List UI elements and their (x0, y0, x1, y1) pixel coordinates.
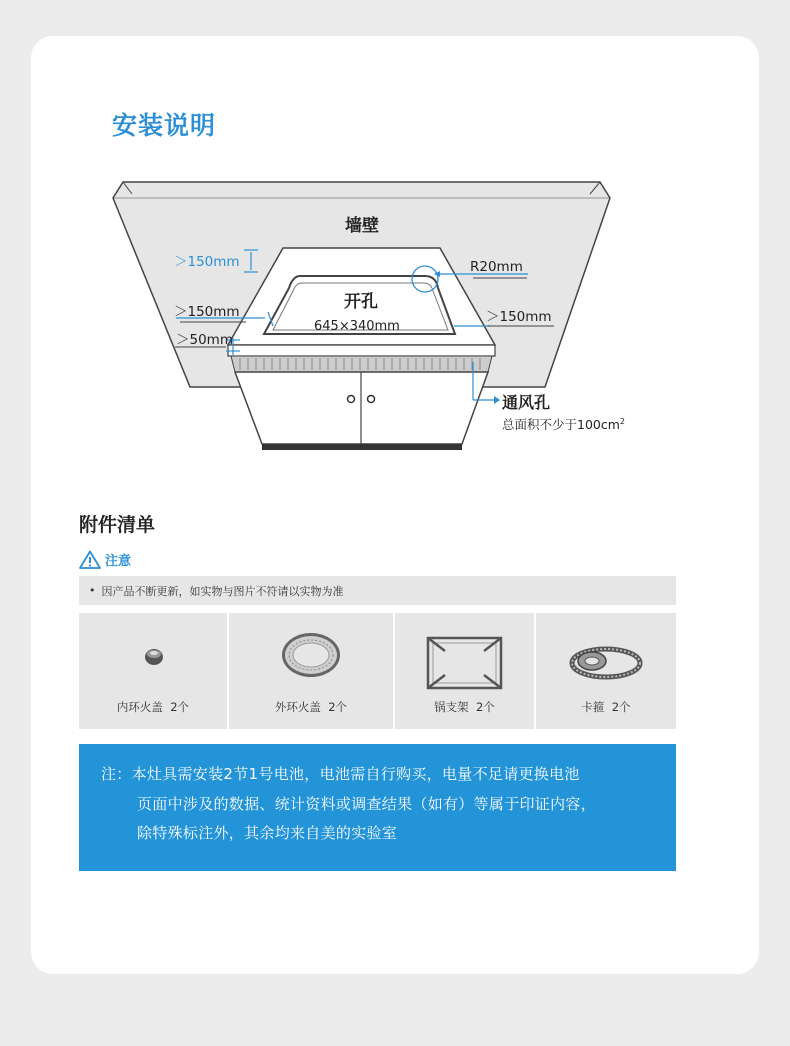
note-line-3: 除特殊标注外，其余均来自美的实验室 (137, 824, 398, 842)
installation-diagram (0, 0, 790, 470)
vent-desc: 总面积不少于$100cm^2$ (502, 417, 626, 432)
accessory-qty: 2个 (328, 700, 348, 714)
vent-label: 通风孔 (502, 393, 551, 412)
accessory-name: 外环火盖 (274, 700, 321, 714)
notice-label: 注意 (105, 553, 132, 569)
disclaimer-text: 因产品不断更新，如实物与图片不符请以实物为准 (101, 584, 344, 598)
accessory-item (79, 613, 227, 729)
hose-clamp-icon (536, 613, 676, 693)
outer-burner-cap-icon (229, 613, 393, 693)
accessory-item (229, 613, 393, 729)
left-gap-label: ＞150mm (174, 304, 240, 320)
accessory-name: 卡箍 (581, 700, 605, 714)
accessory-name: 锅支架 (434, 700, 469, 714)
accessory-name: 内环火盖 (116, 700, 163, 714)
top-gap-label: ＞150mm (174, 254, 240, 270)
note-box (79, 744, 676, 871)
cutout-label: 开孔 (344, 292, 378, 312)
door-knob-left (348, 396, 355, 403)
note-line-2: 页面中涉及的数据、统计资料或调查结果（如有）等属于印证内容， (137, 795, 597, 813)
install-title: 安装说明 (112, 111, 217, 140)
accessory-qty: 2个 (170, 700, 190, 714)
warning-icon (79, 550, 101, 569)
accessory-grid (79, 613, 676, 729)
accessory-item (395, 613, 534, 729)
cabinet-vent-strip (231, 356, 492, 372)
disclaimer-bar (79, 576, 676, 605)
front-gap-label: ＞50mm (176, 332, 233, 348)
inner-burner-cap-icon (79, 613, 227, 693)
accessory-qty: 2个 (611, 700, 631, 714)
pot-stand-icon (395, 613, 534, 693)
door-knob-right (368, 396, 375, 403)
accessory-qty: 2个 (475, 700, 495, 714)
cabinet-base (262, 444, 462, 450)
cutout-size-label: 645×340mm (314, 319, 400, 334)
note-line-1: 注：本灶具需安装2节1号电池，电池需自行购买，电量不足请更换电池 (101, 765, 580, 783)
right-gap-label: ＞150mm (486, 309, 552, 325)
notice (79, 549, 131, 569)
radius-label: R20mm (470, 259, 523, 275)
accessories-title: 附件清单 (79, 514, 156, 536)
wall-label: 墙壁 (345, 216, 379, 236)
accessory-item (536, 613, 676, 729)
bullet: • (89, 584, 96, 597)
